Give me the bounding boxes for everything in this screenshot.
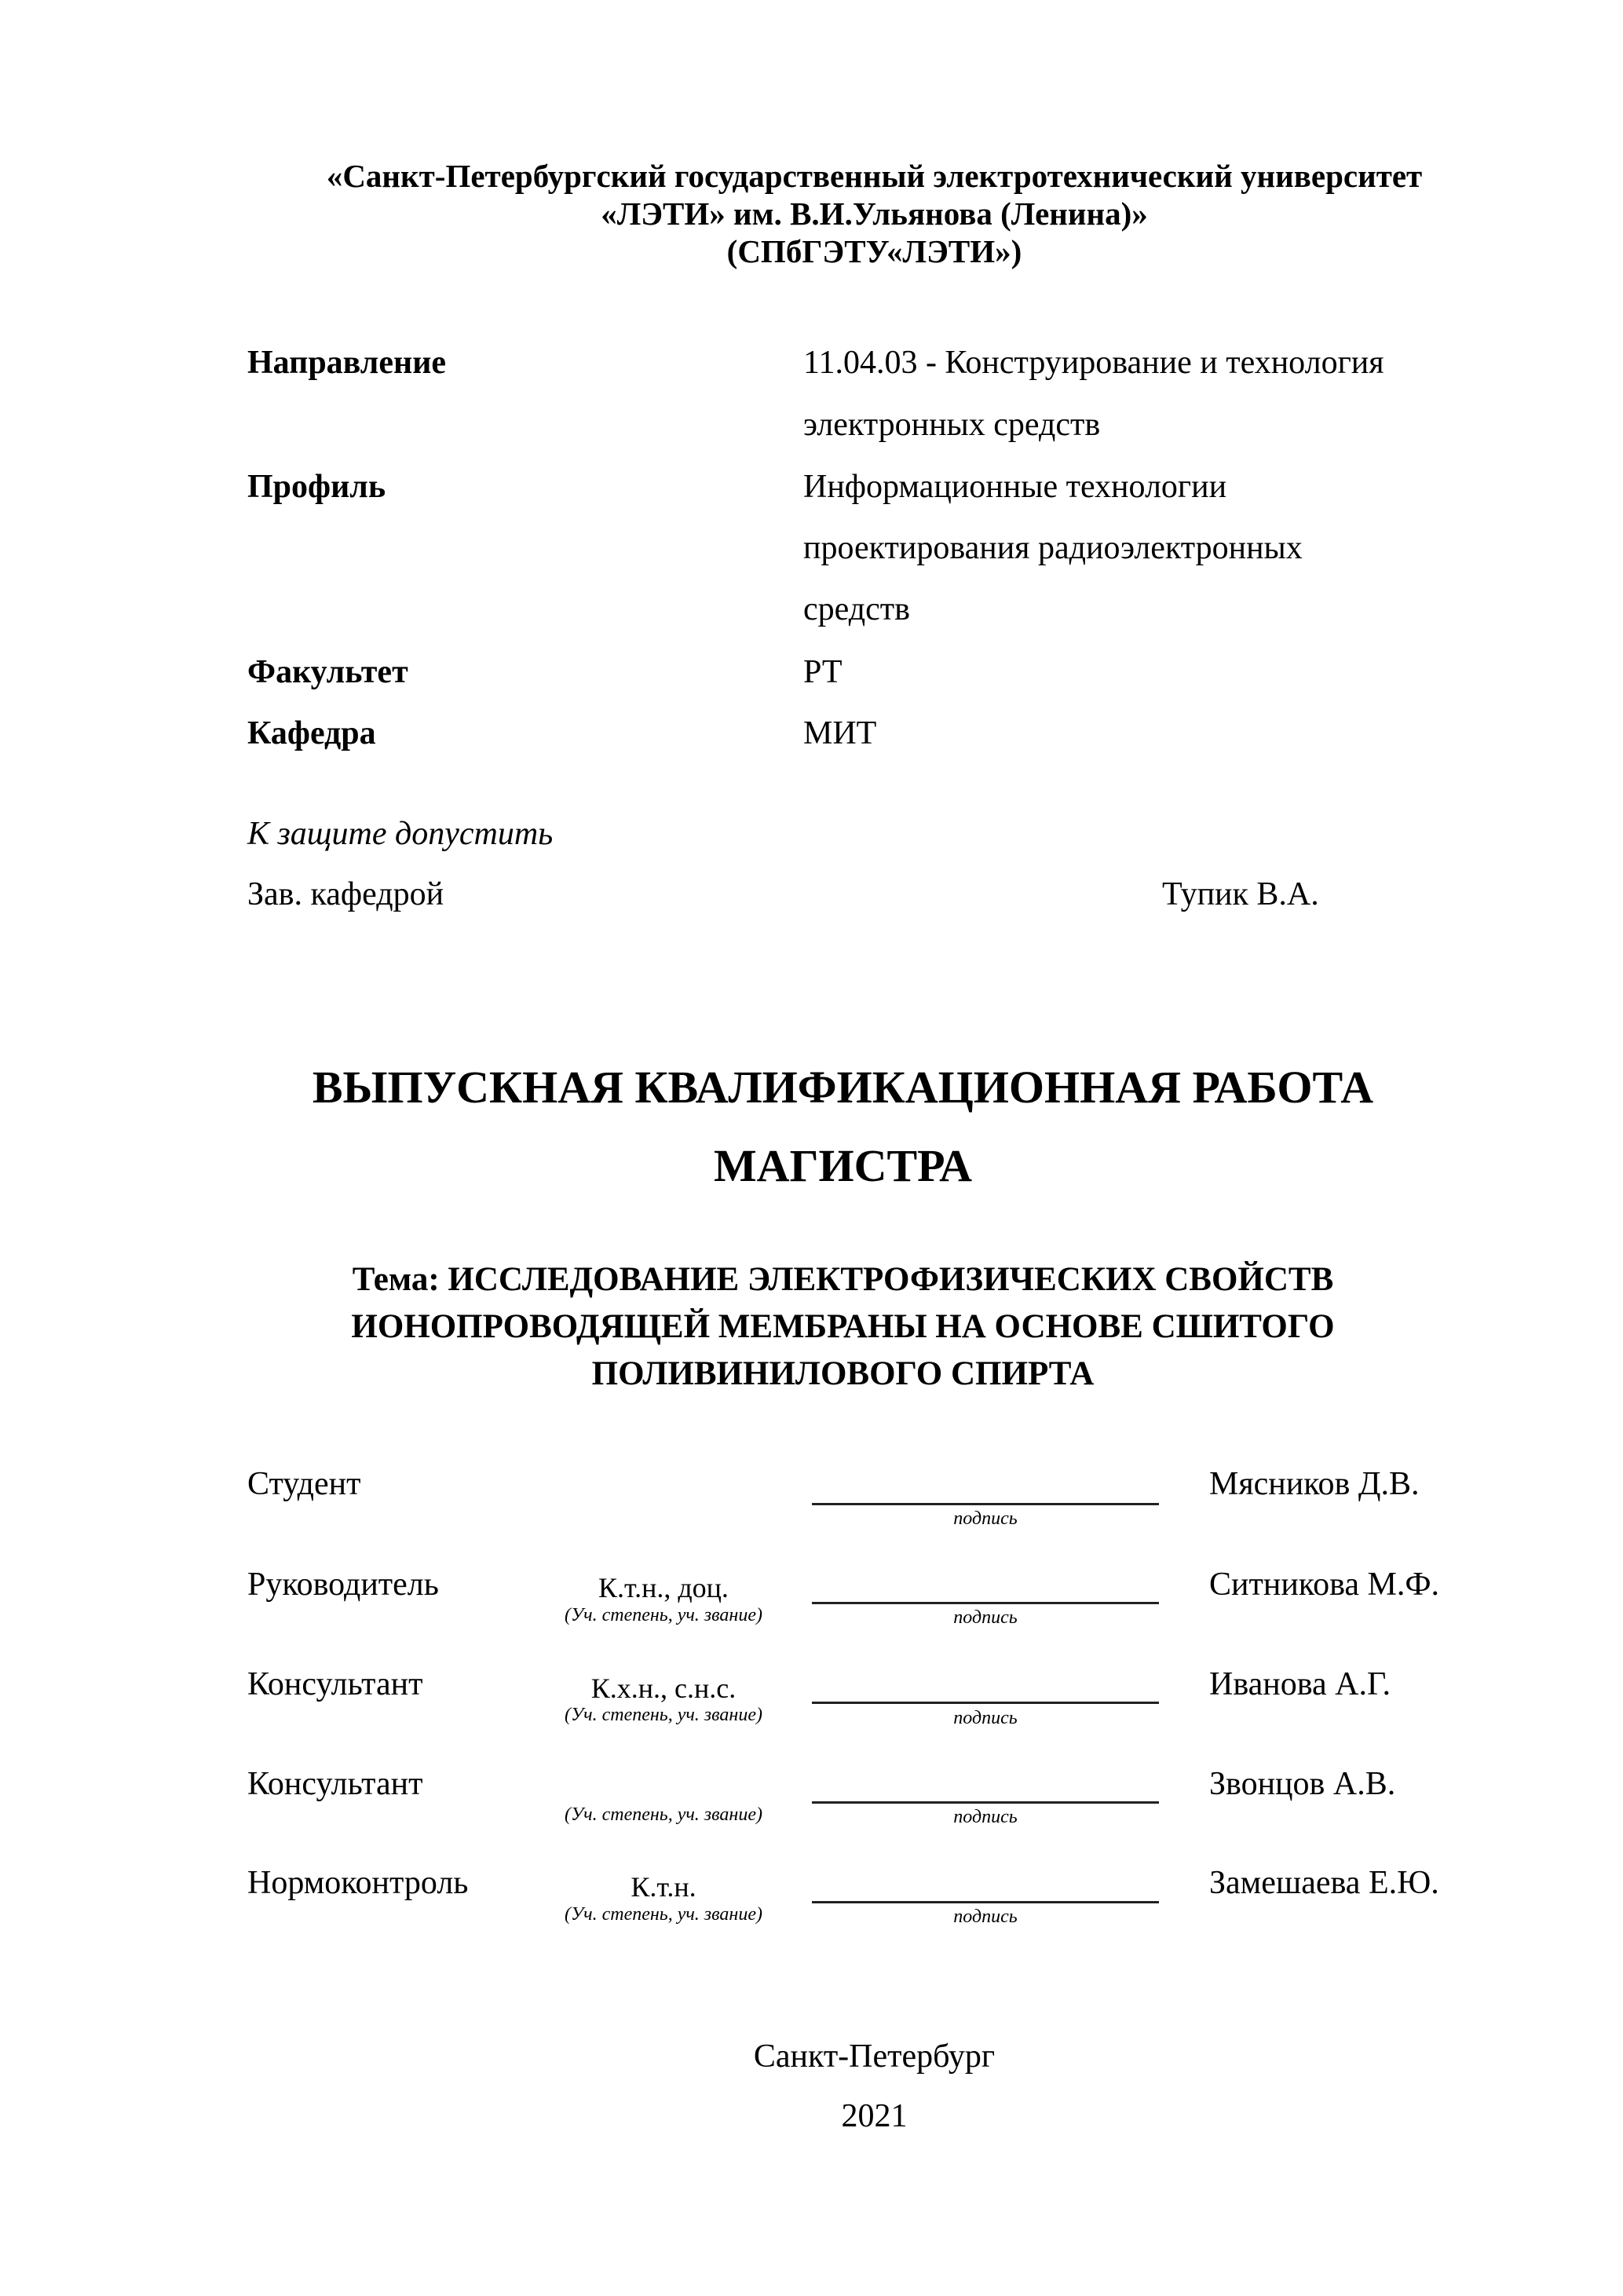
signature-degree: К.т.н.: [631, 1871, 696, 1903]
topic-line-1: Тема: ИССЛЕДОВАНИЕ ЭЛЕКТРОФИЗИЧЕСКИХ СВОЙСТВ: [352, 1261, 1334, 1298]
approval-heading: К защите допустить: [247, 816, 554, 852]
signature-line[interactable]: [812, 1503, 1159, 1505]
signature-caption: подпись: [953, 1508, 1018, 1529]
profile-value-line-1: Информационные технологии: [803, 469, 1227, 505]
profile-value-line-2: проектирования радиоэлектронных: [803, 530, 1303, 566]
approval-role: Зав. кафедрой: [247, 876, 444, 912]
signature-role: Нормоконтроль: [247, 1865, 469, 1901]
signature-caption: подпись: [953, 1708, 1018, 1728]
signature-role: Студент: [247, 1466, 361, 1502]
university-name-line-1: «Санкт-Петербургский государственный электротехнический университет: [326, 158, 1423, 194]
university-name-line-2: «ЛЭТИ» им. В.И.Ульянова (Ленина)»: [601, 196, 1148, 232]
faculty-value: РТ: [803, 654, 843, 690]
signature-degree: К.т.н., доц.: [598, 1572, 729, 1603]
signature-role: Консультант: [247, 1666, 423, 1702]
direction-value-line-2: электронных средств: [803, 407, 1101, 443]
signature-caption: подпись: [953, 1907, 1018, 1927]
title-line-1: ВЫПУСКНАЯ КВАЛИФИКАЦИОННАЯ РАБОТА: [312, 1062, 1374, 1113]
signature-name: Замешаева Е.Ю.: [1209, 1865, 1439, 1901]
degree-caption: (Уч. степень, уч. звание): [565, 1705, 762, 1725]
signature-name: Звонцов А.В.: [1209, 1766, 1396, 1802]
signature-caption: подпись: [953, 1807, 1018, 1827]
degree-caption: (Уч. степень, уч. звание): [565, 1605, 762, 1625]
signature-role: Руководитель: [247, 1567, 439, 1603]
signature-role: Консультант: [247, 1766, 423, 1802]
department-label: Кафедра: [247, 715, 376, 751]
signature-degree: К.х.н., с.н.с.: [590, 1673, 737, 1704]
city: Санкт-Петербург: [753, 2038, 996, 2075]
profile-label: Профиль: [247, 469, 386, 505]
signature-name: Иванова А.Г.: [1209, 1666, 1391, 1702]
signature-line[interactable]: [812, 1901, 1159, 1903]
direction-value-line-1: 11.04.03 - Конструирование и технология: [803, 345, 1384, 381]
title-line-2: МАГИСТРА: [713, 1140, 973, 1191]
signature-caption: подпись: [953, 1607, 1018, 1628]
university-abbreviation: (СПбГЭТУ«ЛЭТИ»): [726, 233, 1022, 269]
topic-line-3: ПОЛИВИНИЛОВОГО СПИРТА: [591, 1355, 1095, 1392]
degree-caption: (Уч. степень, уч. звание): [565, 1804, 762, 1825]
signature-name: Мясников Д.В.: [1209, 1466, 1420, 1502]
approval-name: Тупик В.А.: [1162, 876, 1319, 912]
year: 2021: [841, 2098, 908, 2134]
direction-label: Направление: [247, 345, 447, 381]
signature-line[interactable]: [812, 1602, 1159, 1604]
department-value: МИТ: [803, 715, 877, 751]
degree-caption: (Уч. степень, уч. звание): [565, 1904, 762, 1925]
signature-line[interactable]: [812, 1801, 1159, 1804]
signature-line[interactable]: [812, 1702, 1159, 1704]
signature-name: Ситникова М.Ф.: [1209, 1567, 1440, 1603]
profile-value-line-3: средств: [803, 591, 910, 627]
topic-line-2: ИОНОПРОВОДЯЩЕЙ МЕМБРАНЫ НА ОСНОВЕ СШИТОГО: [351, 1308, 1335, 1345]
faculty-label: Факультет: [247, 654, 408, 690]
